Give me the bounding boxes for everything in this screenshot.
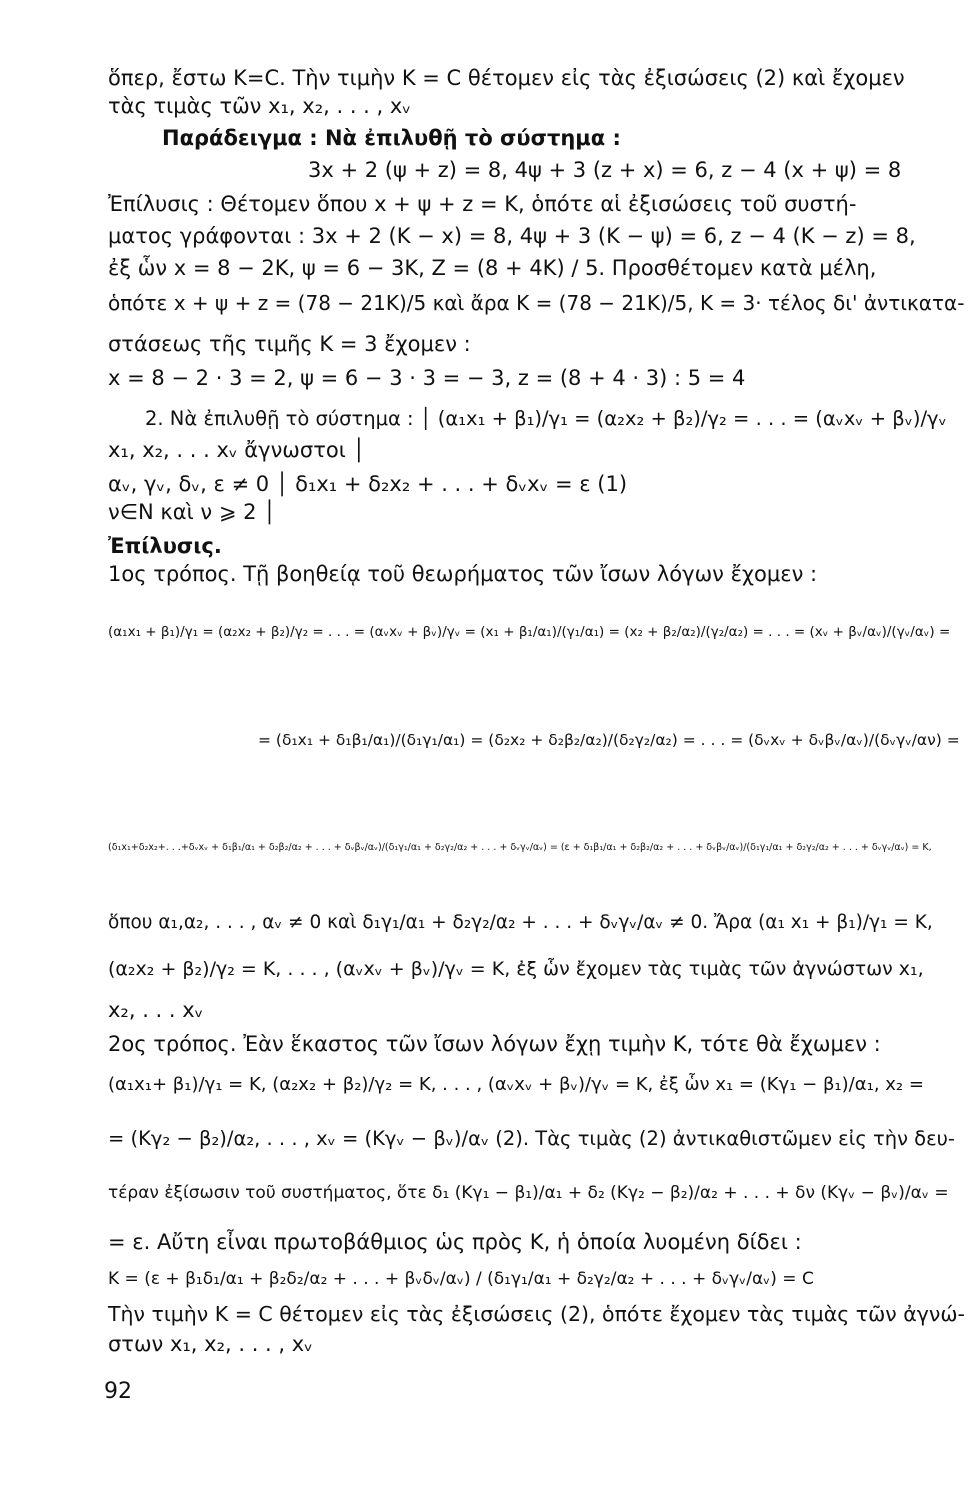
text-line: ὅπου α₁,α₂, . . . , αᵥ ≠ 0 καὶ δ₁γ₁/α₁ + δ₂γ₂/α₂ + . . . + δᵥγᵥ/αᵥ ≠ 0. Ἄρα (α₁ x₁ + β₁)/γ₁ = K,	[108, 912, 933, 933]
equation-line: x = 8 − 2 · 3 = 2, ψ = 6 − 3 · 3 = − 3, z = (8 + 4 · 3) : 5 = 4	[108, 366, 746, 390]
text-line: ν∈N καὶ ν ⩾ 2 │	[108, 500, 276, 524]
exercise-heading: 2. Νὰ ἐπιλυθῇ τὸ σύστημα : │ (α₁x₁ + β₁)/γ₁ = (α₂x₂ + β₂)/γ₂ = . . . = (αᵥxᵥ + βᵥ)/γᵥ	[145, 407, 947, 430]
equation-line: (α₁x₁ + β₁)/γ₁ = (α₂x₂ + β₂)/γ₂ = . . . = (αᵥxᵥ + βᵥ)/γᵥ = (x₁ + β₁/α₁)/(γ₁/α₁) = (x₂ + β₂/α₂)/(γ₂/α₂) = . . . = (xᵥ + βᵥ/αᵥ)/(γᵥ/αᵥ) =	[108, 624, 951, 640]
text-line: = ε. Αὔτη εἶναι πρωτοβάθμιος ὡς πρὸς K, ἡ ὁποία λυομένη δίδει :	[108, 1230, 802, 1254]
method-heading: 1ος τρόπος. Τῇ βοηθείᾳ τοῦ θεωρήματος τῶν ἴσων λόγων ἔχομεν :	[108, 562, 818, 586]
text-line: x₂, . . . xᵥ	[108, 998, 204, 1022]
text-line: x₁, x₂, . . . xᵥ ἄγνωστοι │	[108, 438, 366, 462]
text-line: ματος γράφονται : 3x + 2 (K − x) = 8, 4ψ + 3 (K − ψ) = 6, z − 4 (K − z) = 8,	[108, 224, 916, 248]
equation-line: (α₁x₁+ β₁)/γ₁ = K, (α₂x₂ + β₂)/γ₂ = K, . . . , (αᵥxᵥ + βᵥ)/γᵥ = K, ἐξ ὧν x₁ = (Kγ₁ − β₁)/α₁, x₂ =	[108, 1074, 924, 1095]
text-line: ὅπερ, ἔστω K=C. Τὴν τιμὴν K = C θέτομεν εἰς τὰς ἐξισώσεις (2) καὶ ἔχομεν	[108, 66, 905, 90]
text-line: τέραν ἐξίσωσιν τοῦ συστήματος, ὅτε δ₁ (Kγ₁ − β₁)/α₁ + δ₂ (Kγ₂ − β₂)/α₂ + . . . + δν (Kγᵥ − βᵥ)/αᵥ =	[108, 1183, 949, 1203]
text-line: τὰς τιμὰς τῶν x₁, x₂, . . . , xᵥ	[108, 94, 412, 118]
text-line: ἐξ ὧν x = 8 − 2K, ψ = 6 − 3K, Z = (8 + 4K) / 5. Προσθέτομεν κατὰ μέλη,	[108, 256, 877, 280]
equation-line: = (δ₁x₁ + δ₁β₁/α₁)/(δ₁γ₁/α₁) = (δ₂x₂ + δ₂β₂/α₂)/(δ₂γ₂/α₂) = . . . = (δᵥxᵥ + δᵥβᵥ/αᵥ)/(δᵥγᵥ/αν) =	[258, 731, 960, 749]
text-line: Τὴν τιμὴν K = C θέτομεν εἰς τὰς ἐξισώσεις (2), ὁπότε ἔχομεν τὰς τιμὰς τῶν ἀγνώ-	[108, 1302, 965, 1326]
equation-line: 3x + 2 (ψ + z) = 8, 4ψ + 3 (z + x) = 6, z − 4 (x + ψ) = 8	[308, 158, 902, 182]
example-heading: Παράδειγμα : Νὰ ἐπιλυθῇ τὸ σύστημα :	[162, 126, 621, 150]
text-line: Ἐπίλυσις : Θέτομεν ὅπου x + ψ + z = K, ὁπότε αἱ ἐξισώσεις τοῦ συστή-	[108, 192, 857, 216]
method-heading: 2ος τρόπος. Ἐὰν ἕκαστος τῶν ἴσων λόγων ἔχῃ τιμὴν K, τότε θὰ ἔχωμεν :	[108, 1032, 881, 1056]
text-line: στων x₁, x₂, . . . , xᵥ	[108, 1332, 313, 1356]
page-number: 92	[104, 1379, 132, 1404]
solution-heading: Ἐπίλυσις.	[108, 534, 222, 558]
equation-line: αᵥ, γᵥ, δᵥ, ε ≠ 0 │ δ₁x₁ + δ₂x₂ + . . . + δᵥxᵥ = ε (1)	[108, 472, 628, 496]
text-line: ὁπότε x + ψ + z = (78 − 21K)/5 καὶ ἄρα K = (78 − 21K)/5, K = 3· τέλος δι' ἀντικατα-	[108, 291, 965, 315]
text-line: (α₂x₂ + β₂)/γ₂ = K, . . . , (αᵥxᵥ + βᵥ)/γᵥ = K, ἐξ ὧν ἔχομεν τὰς τιμὰς τῶν ἀγνώστων x₁,	[108, 958, 924, 980]
equation-line: K = (ε + β₁δ₁/α₁ + β₂δ₂/α₂ + . . . + βᵥδᵥ/αᵥ) / (δ₁γ₁/α₁ + δ₂γ₂/α₂ + . . . + δᵥγᵥ/αᵥ) = C	[108, 1269, 814, 1289]
text-line: στάσεως τῆς τιμῆς K = 3 ἔχομεν :	[108, 332, 471, 356]
equation-line: = (Kγ₂ − β₂)/α₂, . . . , xᵥ = (Kγᵥ − βᵥ)/αᵥ (2). Τὰς τιμὰς (2) ἀντικαθιστῶμεν εἰς τὴν δευ-	[108, 1127, 955, 1150]
equation-line: (δ₁x₁+δ₂x₂+. . .+δᵥxᵥ + δ₁β₁/α₁ + δ₂β₂/α₂ + . . . + δᵥβᵥ/αᵥ)/(δ₁γ₁/α₁ + δ₂γ₂/α₂ + . . . + δᵥγᵥ/αᵥ) = (ε + δ₁β₁/α₁ + δ₂β₂/α₂ + . . . + δᵥβᵥ/αᵥ)/(δ₁γ₁/α₁ + δ₂γ₂/α₂ + . . . + δᵥγᵥ/αᵥ) = K,	[108, 842, 932, 853]
